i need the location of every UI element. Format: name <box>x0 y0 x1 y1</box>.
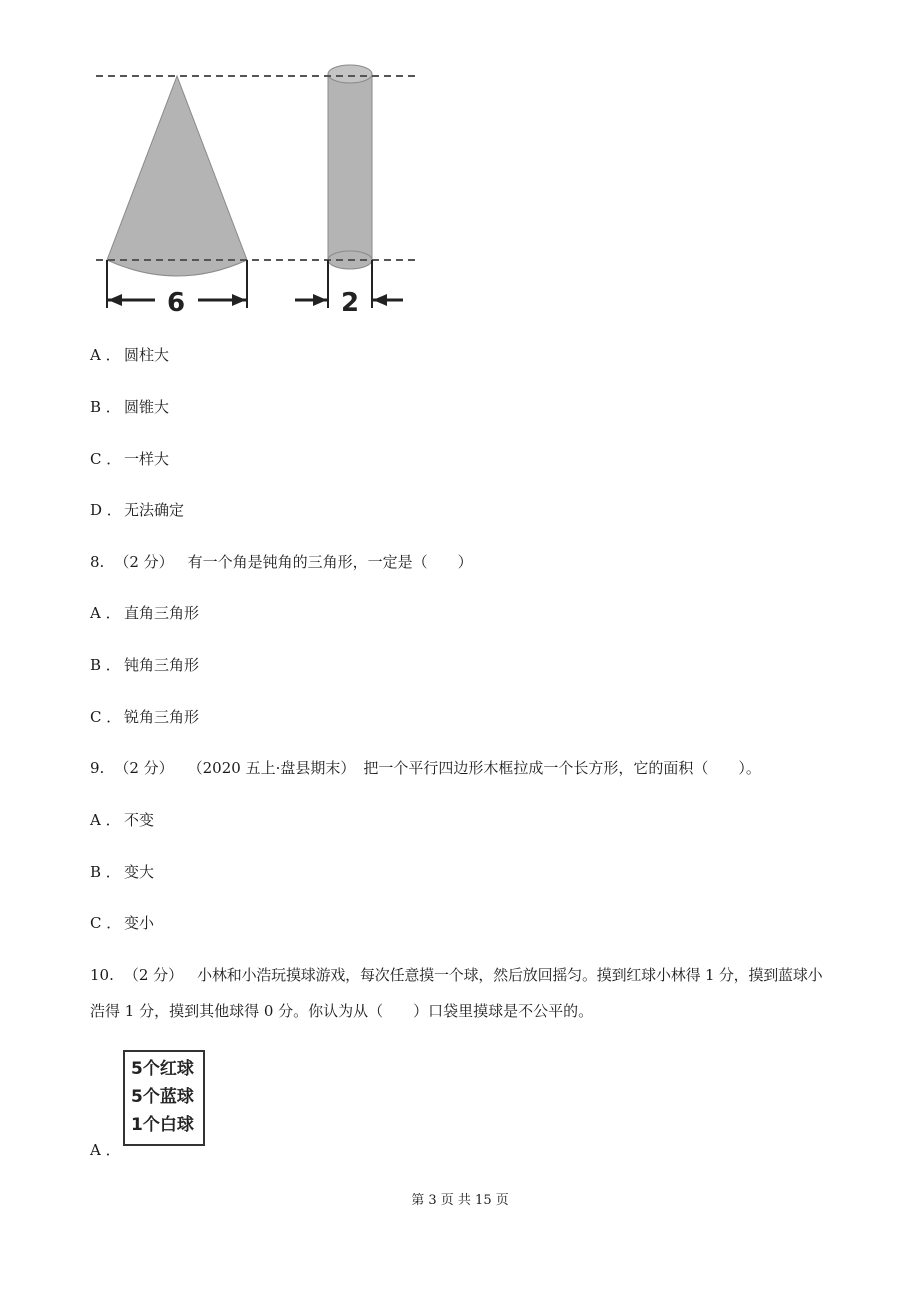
question-number: 8. <box>90 553 105 571</box>
cylinder-body <box>328 74 372 260</box>
ball-bag-image <box>123 1050 205 1146</box>
option-text: 锐角三角形 <box>124 708 200 726</box>
option-letter: C ． <box>90 450 122 468</box>
option-letter: A ． <box>90 346 121 364</box>
option-letter: C ． <box>90 914 122 932</box>
option-letter: A ． <box>90 1141 121 1159</box>
option-letter: B ． <box>90 863 121 881</box>
page-number: 第 3 页 共 15 页 <box>411 1193 509 1208</box>
question-10 <box>90 965 822 985</box>
cone-width-label: 6 <box>166 288 186 318</box>
q10-option-a[interactable] <box>90 1140 121 1160</box>
cone-cylinder-figure <box>90 60 420 322</box>
option-letter: B ． <box>90 656 121 674</box>
cylinder-width-label: 2 <box>340 288 360 318</box>
q9-option-a[interactable] <box>90 810 154 830</box>
q8-option-a[interactable] <box>90 603 199 623</box>
q7-option-d[interactable] <box>90 500 184 520</box>
option-text: 变小 <box>124 914 155 932</box>
option-text: 圆锥大 <box>124 398 170 416</box>
bag-line: 5个蓝球 <box>131 1087 194 1107</box>
question-source: （2020 五上·盘县期末） <box>187 759 356 777</box>
option-text: 直角三角形 <box>124 604 200 622</box>
q7-option-c[interactable] <box>90 449 169 469</box>
q7-option-b[interactable] <box>90 397 169 417</box>
option-text: 不变 <box>124 811 155 829</box>
cone-shape <box>107 76 247 276</box>
cylinder-top <box>328 65 372 83</box>
page-footer <box>0 1192 920 1210</box>
q9-option-b[interactable] <box>90 862 154 882</box>
question-text-line2: 浩得 1 分，摸到其他球得 0 分。你认为从（ ）口袋里摸球是不公平的。 <box>90 1002 594 1020</box>
option-text: 无法确定 <box>124 501 185 519</box>
bag-line: 1个白球 <box>131 1115 194 1135</box>
question-10-continued <box>90 1001 593 1021</box>
q7-option-a[interactable] <box>90 345 169 365</box>
q8-option-b[interactable] <box>90 655 199 675</box>
question-text: 把一个平行四边形木框拉成一个长方形，它的面积（ ）。 <box>363 759 761 777</box>
question-number: 10. <box>90 966 114 984</box>
option-text: 变大 <box>124 863 155 881</box>
option-letter: A ． <box>90 811 121 829</box>
option-text: 圆柱大 <box>124 346 170 364</box>
q8-option-c[interactable] <box>90 707 199 727</box>
question-8 <box>90 552 473 572</box>
option-text: 钝角三角形 <box>124 656 200 674</box>
q9-option-c[interactable] <box>90 913 154 933</box>
question-score: （2 分） <box>114 759 174 777</box>
question-score: （2 分） <box>123 966 184 984</box>
question-number: 9. <box>90 759 105 777</box>
question-text-line1: 小林和小浩玩摸球游戏，每次任意摸一个球，然后放回摇匀。摸到红球小林得 1 分，摸到蓝球小 <box>197 966 823 984</box>
option-letter: B ． <box>90 398 121 416</box>
bag-line: 5个红球 <box>131 1059 194 1079</box>
question-text: 有一个角是钝角的三角形，一定是（ ） <box>187 553 473 571</box>
option-letter: A ． <box>90 604 121 622</box>
option-letter: D ． <box>90 501 122 519</box>
option-letter: C ． <box>90 708 122 726</box>
option-text: 一样大 <box>124 450 170 468</box>
question-score: （2 分） <box>114 553 174 571</box>
question-9 <box>90 758 761 778</box>
